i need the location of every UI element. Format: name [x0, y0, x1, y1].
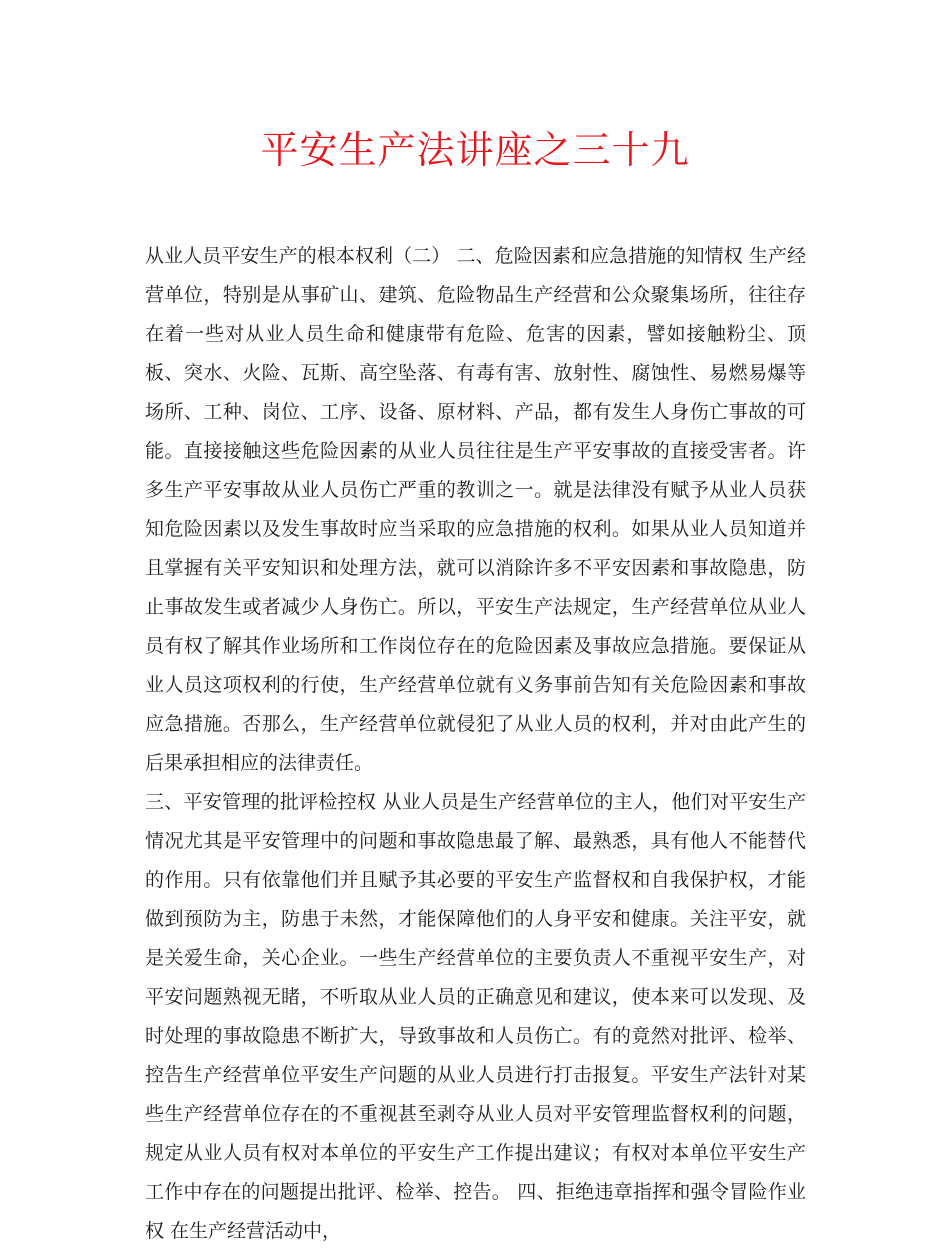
paragraph: 从业人员平安生产的根本权利（二） 二、危险因素和应急措施的知情权 生产经营单位，特别是从事矿山、建筑、危险物品生产经营和公众聚集场所，往往存在着一些对从业人员生命和健康带有危险、危害的因素，譬如接触粉尘、顶板、突水、火险、瓦斯、高空坠落、有毒有害、放射性、腐蚀性、易燃易爆等场所、工种、岗位、工序、设备、原材料、产品，都有发生人身伤亡事故的可能。直接接触这些危险因素的从业人员往往是生产平安事故的直接受害者。许多生产平安事故从业人员伤亡严重的教训之一。就是法律没有赋予从业人员获知危险因素以及发生事故时应当采取的应急措施的权利。如果从业人员知道并且掌握有关平安知识和处理方法，就可以消除许多不平安因素和事故隐患，防止事故发生或者减少人身伤亡。所以，平安生产法规定，生产经营单位从业人员有权了解其作业场所和工作岗位存在的危险因素及事故应急措施。要保证从业人员这项权利的行使，生产经营单位就有义务事前告知有关危险因素和事故应急措施。否那么，生产经营单位就侵犯了从业人员的权利，并对由此产生的后果承担相应的法律责任。	[145, 245, 806, 774]
paragraph: 三、平安管理的批评检控权 从业人员是生产经营单位的主人，他们对平安生产情况尤其是平安管理中的问题和事故隐患最了解、最熟悉，具有他人不能替代的作用。只有依靠他们并且赋予其必要的平安生产监督权和自我保护权，才能做到预防为主，防患于未然，才能保障他们的人身平安和健康。关注平安，就是关爱生命，关心企业。一些生产经营单位的主要负责人不重视平安生产，对平安问题熟视无睹，不听取从业人员的正确意见和建议，使本来可以发现、及时处理的事故隐患不断扩大，导致事故和人员伤亡。有的竟然对批评、检举、控告生产经营单位平安生产问题的从业人员进行打击报复。平安生产法针对某些生产经营单位存在的不重视甚至剥夺从业人员对平安管理监督权利的问题，规定从业人员有权对本单位的平安生产工作提出建议；有权对本单位平安生产工作中存在的问题提出批评、检举、控告。 四、拒绝违章指挥和强令冒险作业权 在生产经营活动中，	[145, 791, 806, 1242]
document-title: 平安生产法讲座之三十九	[260, 128, 690, 172]
document-body	[145, 237, 806, 1251]
